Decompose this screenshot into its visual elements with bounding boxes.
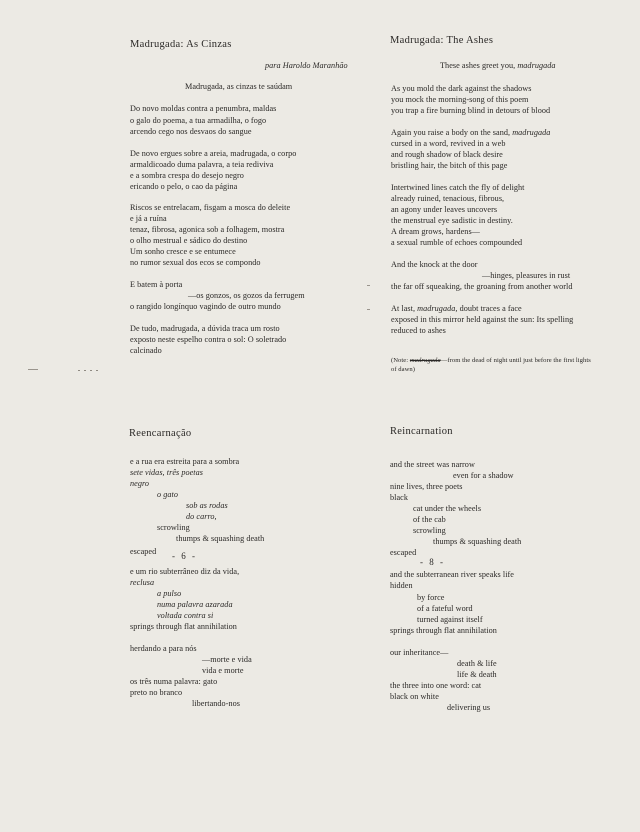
poem-line: springs through flat annihilation (390, 626, 497, 635)
poem-line: De novo ergues sobre a areia, madrugada, o corpo (130, 149, 297, 158)
margin-dot (90, 370, 92, 371)
poem-line: escaped (130, 547, 157, 556)
poem-line: calcinado (130, 346, 162, 355)
poem-line: life & death (457, 670, 497, 679)
poem-line (391, 304, 522, 314)
note-rest: —from the dead of night until just before the first lights (440, 357, 591, 364)
poem-line: Um sonho cresce e se entumece (130, 247, 236, 256)
poem-line: the far off squeaking, the groaning from another world (391, 282, 573, 291)
page-number: - 8 - (420, 557, 445, 567)
poem-title-as-cinzas: Madrugada: As Cinzas (130, 39, 232, 50)
poem-line: e já a ruína (130, 214, 167, 223)
poem-line: even for a shadow (453, 471, 514, 480)
poem-line: —os gonzos, os gozos da ferrugem (188, 291, 305, 300)
poem-line: you trap a fire burning blind in detours of blood (391, 106, 551, 115)
margin-mark (367, 309, 370, 310)
poem-line: vida e morte (202, 666, 244, 675)
poem-line: —morte e vida (202, 655, 252, 664)
translator-note (391, 357, 591, 365)
note-open: (Note: (391, 357, 409, 364)
poem-line: and the street was narrow (390, 460, 475, 469)
poem-line: escaped (390, 548, 417, 557)
poem-line: arcendo cego nos desvaos do sangue (130, 127, 252, 136)
poem-line: A dream grows, hardens— (391, 227, 480, 236)
poem-line: black on white (390, 692, 439, 701)
poem-line: delivering us (447, 703, 491, 712)
poem-line: ericando o pelo, o cao da página (130, 182, 238, 191)
line-italic-word: madrugada, (417, 304, 458, 313)
poem-line: a sexual rumble of echoes compounded (391, 238, 523, 247)
poem-line: sete vidas, três poetas (130, 468, 204, 477)
margin-dot (78, 370, 80, 371)
poem-line: hidden (390, 581, 413, 590)
poem-line: reclusa (130, 578, 155, 587)
poem-line: and rough shadow of black desire (391, 150, 503, 159)
poem-line: by force (417, 593, 445, 602)
poem-line: e um rio subterrâneo diz da vida, (130, 567, 240, 576)
poem-line: black (390, 493, 408, 502)
poem-line: thumps & squashing death (433, 537, 522, 546)
poem-line: and the subterranean river speaks life (390, 570, 514, 579)
poem-line: Intertwined lines catch the fly of delight (391, 183, 525, 192)
margin-dot (96, 370, 98, 371)
epigraph-word: madrugada (517, 61, 556, 70)
poem-line: o galo do poema, a tua armadilha, o fogo (130, 116, 267, 125)
poem-line: cursed in a word, revived in a web (391, 139, 506, 148)
poem-line (391, 128, 550, 138)
poem-line: our inheritance— (390, 648, 449, 657)
poem-line: Madrugada, as cinzas te saúdam (185, 82, 293, 91)
poem-line: sob as rodas (186, 501, 228, 510)
poem-line: the three into one word: cat (390, 681, 482, 690)
poem-line: e a rua era estreita para a sombra (130, 457, 240, 466)
poem-line: Do novo moldas contra a penumbra, maldas (130, 104, 277, 113)
poem-line: preto no branco (130, 688, 183, 697)
poem-line: you mock the morning-song of this poem (391, 95, 529, 104)
poem-line: os três numa palavra: gato (130, 677, 218, 686)
poem-title-the-ashes: Madrugada: The Ashes (390, 35, 494, 46)
poem-line: thumps & squashing death (176, 534, 265, 543)
poem-title-reencarnacao: Reencarnação (129, 428, 192, 439)
poem-line: o rangido longínquo vagindo de outro mundo (130, 302, 281, 311)
poem-line: death & life (457, 659, 497, 668)
line-segment: At last, (391, 304, 416, 313)
poem-line: already ruined, tenacious, fibrous, (391, 194, 505, 203)
poem-line: of the cab (413, 515, 446, 524)
poem-line: of a fateful word (417, 604, 473, 613)
dedication: para Haroldo Maranhão (265, 61, 348, 70)
poem-line: Riscos se entrelacam, fisgam a mosca do deleite (130, 203, 291, 212)
poem-line: o olho mestrual e sádico do destino (130, 236, 248, 245)
poem-line: a pulso (157, 589, 182, 598)
epigraph (440, 61, 556, 71)
poem-line: cat under the wheels (413, 504, 482, 513)
poem-line: exposto neste espelho contra o sol: O soletrado (130, 335, 287, 344)
margin-mark (28, 369, 38, 370)
line-italic-word: madrugada (512, 128, 551, 137)
poem-line: turned against itself (417, 615, 483, 624)
poem-line: negro (130, 479, 150, 488)
poem-line: springs through flat annihilation (130, 622, 237, 631)
poem-line: scrowling (157, 523, 190, 532)
poem-line: voltada contra si (157, 611, 214, 620)
poem-line: De tudo, madrugada, a dúvida traca um rosto (130, 324, 280, 333)
poem-line: As you mold the dark against the shadows (391, 84, 532, 93)
poem-line: E batem à porta (130, 280, 183, 289)
note-word: madrugada (409, 357, 441, 364)
translator-note-end: of dawn) (391, 366, 416, 373)
epigraph-text: These ashes greet you, (440, 61, 516, 70)
poem-line: And the knock at the door (391, 260, 478, 269)
poem-line: reduced to ashes (391, 326, 446, 335)
poem-line: no rumor sexual dos ecos se compondo (130, 258, 261, 267)
poem-line: herdando a para nós (130, 644, 197, 653)
poem-line: —hinges, pleasures in rust (482, 271, 571, 280)
poem-line: do carro, (186, 512, 217, 521)
poem-line: bristling hair, the bitch of this page (391, 161, 508, 170)
line-segment: Again you raise a body on the sand, (391, 128, 511, 137)
margin-dot (84, 370, 86, 371)
poem-line: numa palavra azarada (157, 600, 233, 609)
poem-title-reincarnation: Reincarnation (390, 426, 453, 437)
poem-line: exposed in this mirror held against the sun: Its spelling (391, 315, 574, 324)
poem-line: o gato (157, 490, 178, 499)
poem-line: nine lives, three poets (390, 482, 463, 491)
poem-line: scrowling (413, 526, 446, 535)
poem-line: e a sombra crespa do desejo negro (130, 171, 244, 180)
page-number: - 6 - (172, 551, 197, 561)
poem-line: an agony under leaves uncovers (391, 205, 498, 214)
poem-line: the menstrual eye sadistic in destiny. (391, 216, 513, 225)
line-segment: doubt traces a face (459, 304, 522, 313)
poem-line: armaldicoado duma palavra, a teia rediviva (130, 160, 274, 169)
margin-mark (367, 285, 370, 286)
poem-line: libertando-nos (192, 699, 240, 708)
poem-line: tenaz, fibrosa, agonica sob a folhagem, mostra (130, 225, 285, 234)
